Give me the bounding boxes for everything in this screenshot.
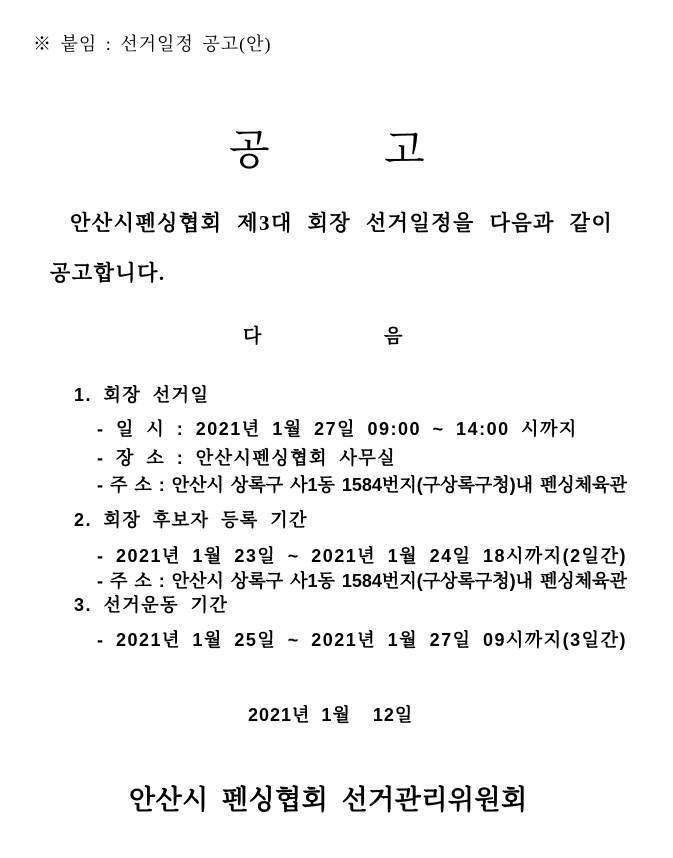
daeum-divider-char-da: 다 — [243, 326, 262, 347]
section-1-item-venue: - 장 소 : 안산시펜싱협회 사무실 — [97, 448, 397, 468]
attachment-note: ※ 붙임 : 선거일정 공고(안) — [33, 34, 272, 54]
notice-title-char-gong: 공 — [229, 128, 270, 174]
section-2-item-period: - 2021년 1월 23일 ~ 2021년 1월 24일 18시까지(2일간) — [97, 546, 627, 566]
section-3-heading: 3. 선거운동 기간 — [74, 595, 229, 615]
section-3-item-period: - 2021년 1월 25일 ~ 2021년 1월 27일 09시까지(3일간) — [97, 630, 627, 650]
intro-line-2: 공고합니다. — [50, 261, 166, 285]
section-2-heading: 2. 회장 후보자 등록 기간 — [74, 510, 309, 530]
intro-line-1: 안산시펜싱협회 제3대 회장 선거일정을 다음과 같이 — [70, 211, 614, 235]
notice-title-char-go: 고 — [384, 128, 425, 174]
section-1-item-address: - 주 소 : 안산시 상록구 사1동 1584번지(구상록구청)내 펜싱체육관 — [97, 475, 627, 495]
section-2-item-address: - 주 소 : 안산시 상록구 사1동 1584번지(구상록구청)내 펜싱체육관 — [97, 571, 627, 591]
committee-signature: 안산시 펜싱협회 선거관리위원회 — [129, 785, 528, 815]
section-1-heading: 1. 회장 선거일 — [74, 385, 210, 405]
section-1-item-datetime: - 일 시 : 2021년 1월 27일 09:00 ~ 14:00 시까지 — [97, 419, 578, 439]
daeum-divider-char-eum: 음 — [384, 326, 403, 347]
announcement-date: 2021년 1월 12일 — [248, 705, 414, 725]
